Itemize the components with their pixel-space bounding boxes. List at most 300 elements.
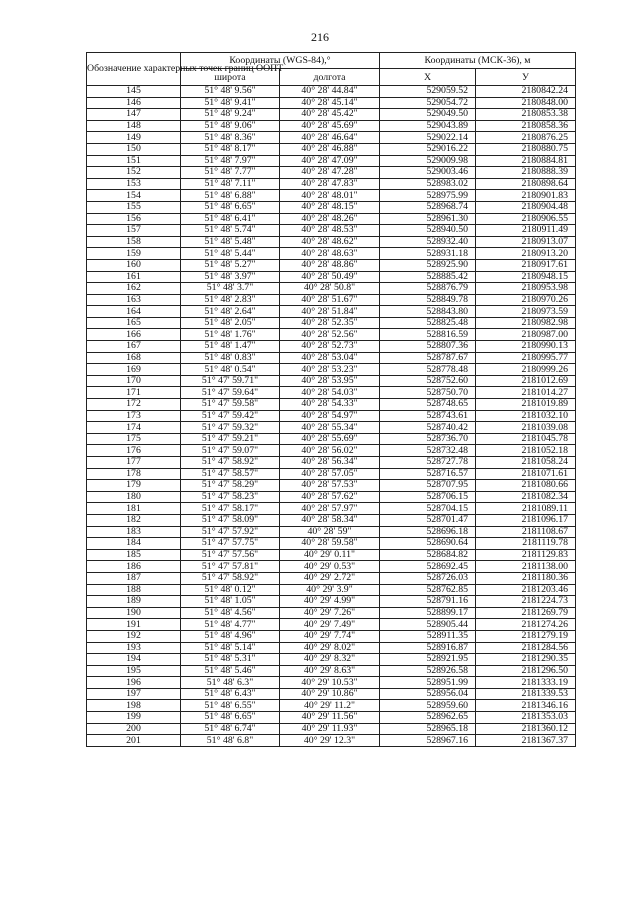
- latitude-cell: 51° 48' 3.97": [181, 271, 280, 283]
- latitude-cell: 51° 48' 5.14": [181, 642, 280, 654]
- x-cell: 528968.74: [380, 201, 476, 213]
- y-cell: 2180880.75: [476, 143, 576, 155]
- table-row: [87, 422, 576, 434]
- x-cell: 528825.48: [380, 317, 476, 329]
- longitude-cell: 40° 29' 8.63": [280, 665, 380, 677]
- point-id-cell: 196: [87, 677, 181, 689]
- table-row: [87, 410, 576, 422]
- y-cell: 2180953.98: [476, 283, 576, 295]
- header-wgs84: Координаты (WGS-84),°: [181, 53, 380, 69]
- table-row: [87, 503, 576, 515]
- table-row: [87, 155, 576, 167]
- table-row: [87, 306, 576, 318]
- latitude-cell: 51° 48' 4.96": [181, 630, 280, 642]
- longitude-cell: 40° 29' 10.86": [280, 688, 380, 700]
- x-cell: 528921.95: [380, 654, 476, 666]
- point-id-cell: 183: [87, 526, 181, 538]
- y-cell: 2181296.50: [476, 665, 576, 677]
- latitude-cell: 51° 48' 2.83": [181, 294, 280, 306]
- y-cell: 2180888.39: [476, 167, 576, 179]
- latitude-cell: 51° 47' 58.29": [181, 480, 280, 492]
- y-cell: 2181269.79: [476, 607, 576, 619]
- longitude-cell: 40° 29' 3.9": [280, 584, 380, 596]
- y-cell: 2180970.26: [476, 294, 576, 306]
- point-id-cell: 170: [87, 375, 181, 387]
- x-cell: 528911.35: [380, 630, 476, 642]
- y-cell: 2181353.03: [476, 712, 576, 724]
- point-id-cell: 172: [87, 399, 181, 411]
- table-row: [87, 375, 576, 387]
- table-row: [87, 109, 576, 121]
- longitude-cell: 40° 28' 53.04": [280, 352, 380, 364]
- table-row: [87, 642, 576, 654]
- table-row: [87, 735, 576, 747]
- x-cell: 528690.64: [380, 538, 476, 550]
- x-cell: 528748.65: [380, 399, 476, 411]
- x-cell: 528849.78: [380, 294, 476, 306]
- point-id-cell: 151: [87, 155, 181, 167]
- longitude-cell: 40° 28' 53.95": [280, 375, 380, 387]
- longitude-cell: 40° 29' 8.32": [280, 654, 380, 666]
- y-cell: 2180913.20: [476, 248, 576, 260]
- y-cell: 2180917.61: [476, 259, 576, 271]
- x-cell: 528732.48: [380, 445, 476, 457]
- x-cell: 528736.70: [380, 433, 476, 445]
- longitude-cell: 40° 28' 53.23": [280, 364, 380, 376]
- point-id-cell: 185: [87, 549, 181, 561]
- latitude-cell: 51° 47' 57.92": [181, 526, 280, 538]
- point-id-cell: 192: [87, 630, 181, 642]
- latitude-cell: 51° 48' 4.56": [181, 607, 280, 619]
- longitude-cell: 40° 29' 12.3": [280, 735, 380, 747]
- table-row: [87, 86, 576, 98]
- latitude-cell: 51° 48' 7.77": [181, 167, 280, 179]
- point-id-cell: 200: [87, 723, 181, 735]
- table-row: [87, 619, 576, 631]
- table-row: [87, 167, 576, 179]
- y-cell: 2181290.35: [476, 654, 576, 666]
- y-cell: 2181108.67: [476, 526, 576, 538]
- header-longitude: долгота: [280, 69, 380, 86]
- table-row: [87, 143, 576, 155]
- longitude-cell: 40° 28' 54.33": [280, 399, 380, 411]
- longitude-cell: 40° 28' 47.83": [280, 178, 380, 190]
- x-cell: 529003.46: [380, 167, 476, 179]
- y-cell: 2181138.00: [476, 561, 576, 573]
- y-cell: 2180999.26: [476, 364, 576, 376]
- y-cell: 2180884.81: [476, 155, 576, 167]
- x-cell: 528787.67: [380, 352, 476, 364]
- x-cell: 528778.48: [380, 364, 476, 376]
- table-row: [87, 677, 576, 689]
- x-cell: 529054.72: [380, 97, 476, 109]
- table-body: [87, 86, 576, 747]
- y-cell: 2181119.78: [476, 538, 576, 550]
- latitude-cell: 51° 48' 9.24": [181, 109, 280, 121]
- longitude-cell: 40° 28' 56.34": [280, 457, 380, 469]
- longitude-cell: 40° 28' 47.09": [280, 155, 380, 167]
- x-cell: 528750.70: [380, 387, 476, 399]
- y-cell: 2181080.66: [476, 480, 576, 492]
- longitude-cell: 40° 28' 52.56": [280, 329, 380, 341]
- y-cell: 2181129.83: [476, 549, 576, 561]
- table-row: [87, 213, 576, 225]
- longitude-cell: 40° 28' 47.28": [280, 167, 380, 179]
- point-id-cell: 184: [87, 538, 181, 550]
- latitude-cell: 51° 48' 1.05": [181, 596, 280, 608]
- longitude-cell: 40° 28' 59": [280, 526, 380, 538]
- header-designation: Обозначение характерных точек границ ООПТ: [87, 53, 181, 86]
- x-cell: 528961.30: [380, 213, 476, 225]
- x-cell: 528752.60: [380, 375, 476, 387]
- latitude-cell: 51° 48' 6.8": [181, 735, 280, 747]
- table-row: [87, 236, 576, 248]
- latitude-cell: 51° 47' 58.92": [181, 572, 280, 584]
- table-row: [87, 201, 576, 213]
- latitude-cell: 51° 47' 59.42": [181, 410, 280, 422]
- y-cell: 2180904.48: [476, 201, 576, 213]
- latitude-cell: 51° 48' 7.11": [181, 178, 280, 190]
- longitude-cell: 40° 28' 59.58": [280, 538, 380, 550]
- x-cell: 529022.14: [380, 132, 476, 144]
- table-row: [87, 317, 576, 329]
- latitude-cell: 51° 48' 5.46": [181, 665, 280, 677]
- latitude-cell: 51° 47' 57.56": [181, 549, 280, 561]
- latitude-cell: 51° 48' 9.56": [181, 86, 280, 98]
- table-row: [87, 572, 576, 584]
- y-cell: 2181039.08: [476, 422, 576, 434]
- longitude-cell: 40° 28' 45.14": [280, 97, 380, 109]
- longitude-cell: 40° 28' 57.97": [280, 503, 380, 515]
- point-id-cell: 163: [87, 294, 181, 306]
- longitude-cell: 40° 29' 8.02": [280, 642, 380, 654]
- latitude-cell: 51° 47' 57.81": [181, 561, 280, 573]
- x-cell: 529043.89: [380, 120, 476, 132]
- table-row: [87, 294, 576, 306]
- y-cell: 2181052.18: [476, 445, 576, 457]
- y-cell: 2180853.38: [476, 109, 576, 121]
- point-id-cell: 191: [87, 619, 181, 631]
- y-cell: 2181279.19: [476, 630, 576, 642]
- longitude-cell: 40° 28' 46.88": [280, 143, 380, 155]
- point-id-cell: 178: [87, 468, 181, 480]
- x-cell: 528899.17: [380, 607, 476, 619]
- y-cell: 2181360.12: [476, 723, 576, 735]
- x-cell: 528905.44: [380, 619, 476, 631]
- point-id-cell: 182: [87, 514, 181, 526]
- point-id-cell: 155: [87, 201, 181, 213]
- x-cell: 528959.60: [380, 700, 476, 712]
- point-id-cell: 180: [87, 491, 181, 503]
- latitude-cell: 51° 48' 0.54": [181, 364, 280, 376]
- x-cell: 528706.15: [380, 491, 476, 503]
- table-row: [87, 120, 576, 132]
- point-id-cell: 195: [87, 665, 181, 677]
- point-id-cell: 166: [87, 329, 181, 341]
- longitude-cell: 40° 29' 7.26": [280, 607, 380, 619]
- point-id-cell: 146: [87, 97, 181, 109]
- y-cell: 2180906.55: [476, 213, 576, 225]
- y-cell: 2181339.53: [476, 688, 576, 700]
- longitude-cell: 40° 29' 0.11": [280, 549, 380, 561]
- table-row: [87, 526, 576, 538]
- x-cell: 528701.47: [380, 514, 476, 526]
- point-id-cell: 157: [87, 225, 181, 237]
- latitude-cell: 51° 47' 58.09": [181, 514, 280, 526]
- longitude-cell: 40° 29' 11.2": [280, 700, 380, 712]
- y-cell: 2180876.25: [476, 132, 576, 144]
- longitude-cell: 40° 28' 48.01": [280, 190, 380, 202]
- point-id-cell: 154: [87, 190, 181, 202]
- latitude-cell: 51° 48' 5.74": [181, 225, 280, 237]
- y-cell: 2181274.26: [476, 619, 576, 631]
- latitude-cell: 51° 48' 0.12": [181, 584, 280, 596]
- point-id-cell: 198: [87, 700, 181, 712]
- y-cell: 2180842.24: [476, 86, 576, 98]
- x-cell: 529016.22: [380, 143, 476, 155]
- point-id-cell: 173: [87, 410, 181, 422]
- y-cell: 2181058.24: [476, 457, 576, 469]
- table-row: [87, 457, 576, 469]
- longitude-cell: 40° 28' 54.03": [280, 387, 380, 399]
- table-row: [87, 248, 576, 260]
- x-cell: 528940.50: [380, 225, 476, 237]
- x-cell: 529009.98: [380, 155, 476, 167]
- table-row: [87, 190, 576, 202]
- table-row: [87, 468, 576, 480]
- y-cell: 2180948.15: [476, 271, 576, 283]
- x-cell: 528816.59: [380, 329, 476, 341]
- table-row: [87, 665, 576, 677]
- table-row: [87, 445, 576, 457]
- x-cell: 528965.18: [380, 723, 476, 735]
- x-cell: 528931.18: [380, 248, 476, 260]
- latitude-cell: 51° 48' 1.76": [181, 329, 280, 341]
- x-cell: 528932.40: [380, 236, 476, 248]
- x-cell: 528740.42: [380, 422, 476, 434]
- longitude-cell: 40° 28' 55.34": [280, 422, 380, 434]
- coordinates-table: [86, 52, 576, 747]
- latitude-cell: 51° 47' 59.71": [181, 375, 280, 387]
- point-id-cell: 145: [87, 86, 181, 98]
- x-cell: 528925.90: [380, 259, 476, 271]
- table-row: [87, 654, 576, 666]
- latitude-cell: 51° 48' 1.47": [181, 341, 280, 353]
- table-row: [87, 97, 576, 109]
- table-row: [87, 329, 576, 341]
- x-cell: 528876.79: [380, 283, 476, 295]
- latitude-cell: 51° 47' 58.57": [181, 468, 280, 480]
- table-row: [87, 514, 576, 526]
- longitude-cell: 40° 28' 45.69": [280, 120, 380, 132]
- longitude-cell: 40° 28' 51.67": [280, 294, 380, 306]
- longitude-cell: 40° 29' 4.99": [280, 596, 380, 608]
- point-id-cell: 171: [87, 387, 181, 399]
- longitude-cell: 40° 28' 50.49": [280, 271, 380, 283]
- table-row: [87, 584, 576, 596]
- point-id-cell: 177: [87, 457, 181, 469]
- latitude-cell: 51° 48' 0.83": [181, 352, 280, 364]
- point-id-cell: 186: [87, 561, 181, 573]
- header-latitude: широта: [181, 69, 280, 86]
- x-cell: 528692.45: [380, 561, 476, 573]
- latitude-cell: 51° 47' 59.64": [181, 387, 280, 399]
- point-id-cell: 187: [87, 572, 181, 584]
- latitude-cell: 51° 48' 8.36": [181, 132, 280, 144]
- x-cell: 528684.82: [380, 549, 476, 561]
- latitude-cell: 51° 47' 59.07": [181, 445, 280, 457]
- point-id-cell: 150: [87, 143, 181, 155]
- x-cell: 528762.85: [380, 584, 476, 596]
- latitude-cell: 51° 48' 5.44": [181, 248, 280, 260]
- point-id-cell: 176: [87, 445, 181, 457]
- latitude-cell: 51° 47' 58.92": [181, 457, 280, 469]
- table-row: [87, 712, 576, 724]
- point-id-cell: 167: [87, 341, 181, 353]
- latitude-cell: 51° 47' 59.58": [181, 399, 280, 411]
- x-cell: 528791.16: [380, 596, 476, 608]
- y-cell: 2180901.83: [476, 190, 576, 202]
- point-id-cell: 190: [87, 607, 181, 619]
- longitude-cell: 40° 29' 10.53": [280, 677, 380, 689]
- point-id-cell: 153: [87, 178, 181, 190]
- latitude-cell: 51° 48' 6.74": [181, 723, 280, 735]
- x-cell: 528962.65: [380, 712, 476, 724]
- y-cell: 2180898.64: [476, 178, 576, 190]
- y-cell: 2181284.56: [476, 642, 576, 654]
- table-row: [87, 561, 576, 573]
- point-id-cell: 181: [87, 503, 181, 515]
- y-cell: 2180858.36: [476, 120, 576, 132]
- longitude-cell: 40° 29' 0.53": [280, 561, 380, 573]
- x-cell: 528843.80: [380, 306, 476, 318]
- table-row: [87, 259, 576, 271]
- table-row: [87, 178, 576, 190]
- y-cell: 2181014.27: [476, 387, 576, 399]
- latitude-cell: 51° 48' 9.41": [181, 97, 280, 109]
- longitude-cell: 40° 28' 57.53": [280, 480, 380, 492]
- point-id-cell: 188: [87, 584, 181, 596]
- latitude-cell: 51° 48' 8.17": [181, 143, 280, 155]
- table-row: [87, 630, 576, 642]
- x-cell: 528951.99: [380, 677, 476, 689]
- point-id-cell: 199: [87, 712, 181, 724]
- latitude-cell: 51° 48' 5.27": [181, 259, 280, 271]
- latitude-cell: 51° 48' 6.41": [181, 213, 280, 225]
- y-cell: 2181089.11: [476, 503, 576, 515]
- latitude-cell: 51° 48' 7.97": [181, 155, 280, 167]
- table-row: [87, 596, 576, 608]
- table-row: [87, 352, 576, 364]
- longitude-cell: 40° 28' 48.26": [280, 213, 380, 225]
- point-id-cell: 156: [87, 213, 181, 225]
- y-cell: 2180995.77: [476, 352, 576, 364]
- longitude-cell: 40° 28' 44.84": [280, 86, 380, 98]
- point-id-cell: 179: [87, 480, 181, 492]
- x-cell: 528885.42: [380, 271, 476, 283]
- table-row: [87, 480, 576, 492]
- longitude-cell: 40° 29' 7.49": [280, 619, 380, 631]
- x-cell: 528956.04: [380, 688, 476, 700]
- longitude-cell: 40° 28' 58.34": [280, 514, 380, 526]
- page-number: 216: [311, 30, 329, 44]
- latitude-cell: 51° 48' 6.55": [181, 700, 280, 712]
- latitude-cell: 51° 48' 6.88": [181, 190, 280, 202]
- table-row: [87, 433, 576, 445]
- latitude-cell: 51° 47' 58.23": [181, 491, 280, 503]
- y-cell: 2181071.61: [476, 468, 576, 480]
- latitude-cell: 51° 48' 4.77": [181, 619, 280, 631]
- latitude-cell: 51° 48' 9.06": [181, 120, 280, 132]
- y-cell: 2181180.36: [476, 572, 576, 584]
- latitude-cell: 51° 47' 59.21": [181, 433, 280, 445]
- x-cell: 528743.61: [380, 410, 476, 422]
- point-id-cell: 193: [87, 642, 181, 654]
- latitude-cell: 51° 48' 2.05": [181, 317, 280, 329]
- point-id-cell: 194: [87, 654, 181, 666]
- longitude-cell: 40° 28' 46.64": [280, 132, 380, 144]
- y-cell: 2181082.34: [476, 491, 576, 503]
- longitude-cell: 40° 28' 48.86": [280, 259, 380, 271]
- latitude-cell: 51° 48' 3.7": [181, 283, 280, 295]
- y-cell: 2180913.07: [476, 236, 576, 248]
- y-cell: 2181019.89: [476, 399, 576, 411]
- latitude-cell: 51° 48' 6.43": [181, 688, 280, 700]
- y-cell: 2181045.78: [476, 433, 576, 445]
- point-id-cell: 165: [87, 317, 181, 329]
- point-id-cell: 197: [87, 688, 181, 700]
- longitude-cell: 40° 29' 7.74": [280, 630, 380, 642]
- table-row: [87, 225, 576, 237]
- x-cell: 528807.36: [380, 341, 476, 353]
- y-cell: 2181333.19: [476, 677, 576, 689]
- table-row: [87, 341, 576, 353]
- y-cell: 2181096.17: [476, 514, 576, 526]
- y-cell: 2180982.98: [476, 317, 576, 329]
- x-cell: 528696.18: [380, 526, 476, 538]
- x-cell: 528967.16: [380, 735, 476, 747]
- point-id-cell: 174: [87, 422, 181, 434]
- longitude-cell: 40° 28' 45.42": [280, 109, 380, 121]
- x-cell: 528983.02: [380, 178, 476, 190]
- longitude-cell: 40° 29' 2.72": [280, 572, 380, 584]
- longitude-cell: 40° 28' 50.8": [280, 283, 380, 295]
- y-cell: 2180848.00: [476, 97, 576, 109]
- table-row: [87, 283, 576, 295]
- header-x: X: [380, 69, 476, 86]
- point-id-cell: 148: [87, 120, 181, 132]
- point-id-cell: 164: [87, 306, 181, 318]
- longitude-cell: 40° 28' 48.62": [280, 236, 380, 248]
- longitude-cell: 40° 28' 51.84": [280, 306, 380, 318]
- y-cell: 2181012.69: [476, 375, 576, 387]
- table-row: [87, 271, 576, 283]
- y-cell: 2181203.46: [476, 584, 576, 596]
- point-id-cell: 149: [87, 132, 181, 144]
- y-cell: 2181032.10: [476, 410, 576, 422]
- table-row: [87, 700, 576, 712]
- point-id-cell: 147: [87, 109, 181, 121]
- point-id-cell: 168: [87, 352, 181, 364]
- x-cell: 528727.78: [380, 457, 476, 469]
- point-id-cell: 160: [87, 259, 181, 271]
- y-cell: 2180973.59: [476, 306, 576, 318]
- table-row: [87, 607, 576, 619]
- point-id-cell: 175: [87, 433, 181, 445]
- latitude-cell: 51° 47' 59.32": [181, 422, 280, 434]
- y-cell: 2180990.13: [476, 341, 576, 353]
- x-cell: 528704.15: [380, 503, 476, 515]
